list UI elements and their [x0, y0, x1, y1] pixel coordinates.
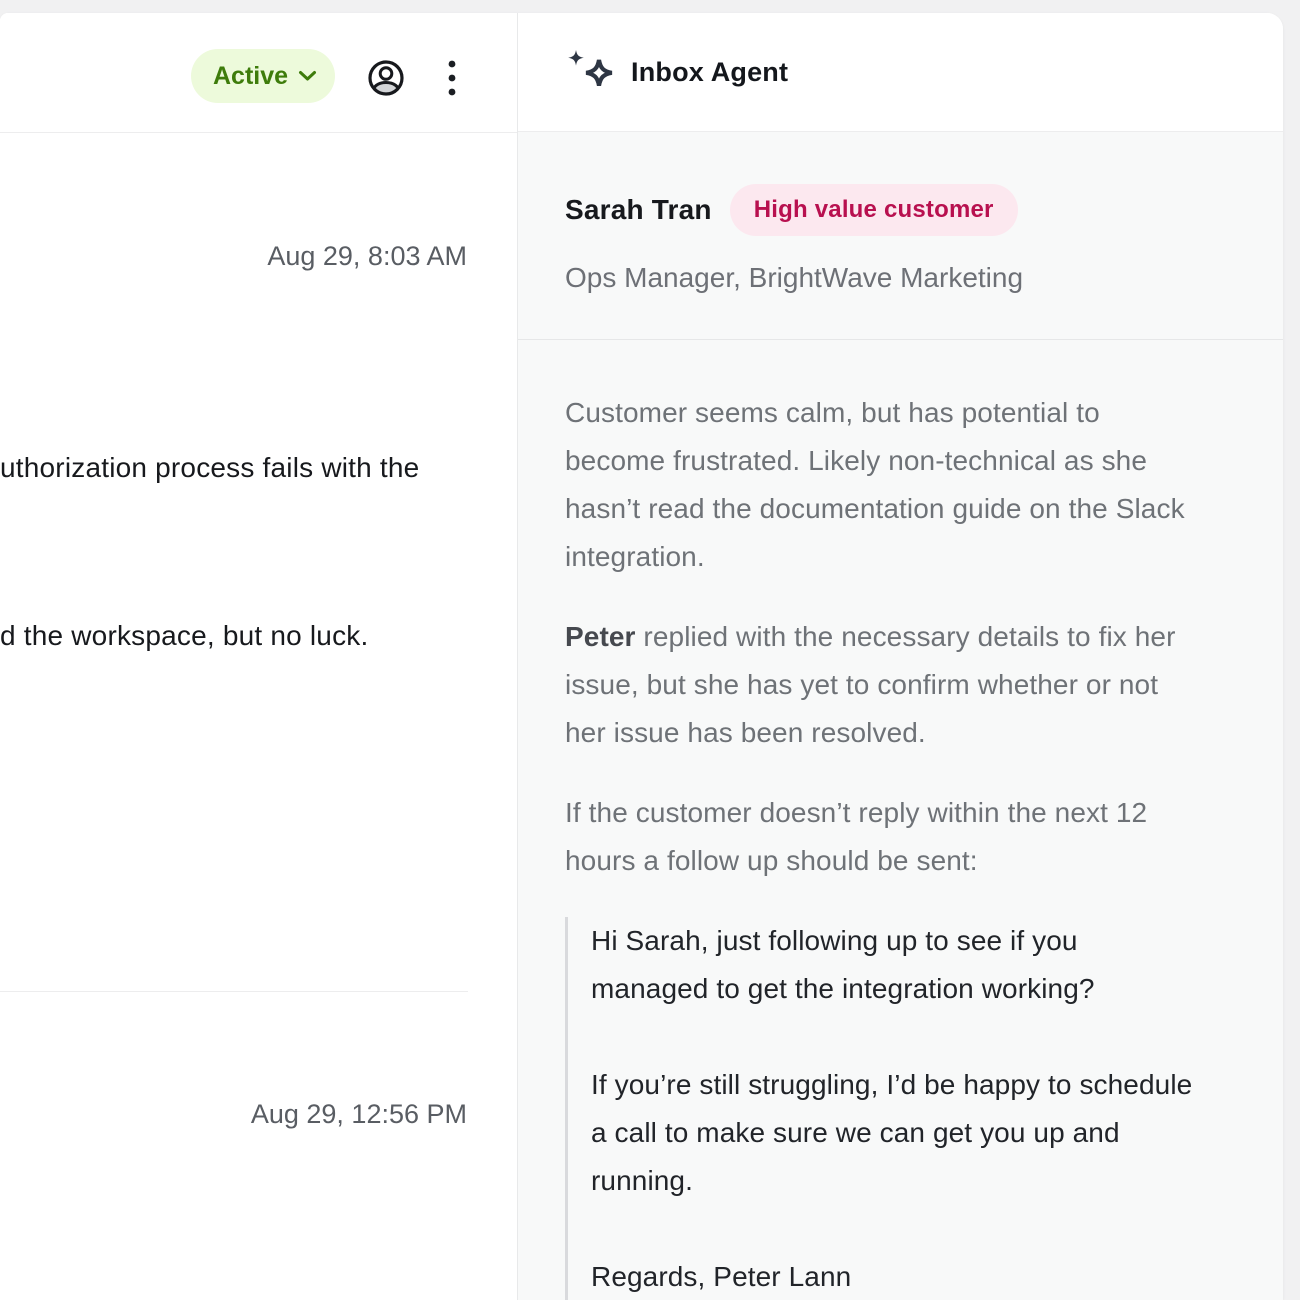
- assignee-avatar-button[interactable]: [362, 54, 410, 102]
- customer-badge-label: High value customer: [753, 196, 994, 223]
- message-timestamp: Aug 29, 12:56 PM: [250, 1099, 467, 1129]
- analysis-paragraph: [565, 389, 1265, 581]
- quote-paragraph: [591, 1253, 1265, 1300]
- quote-line: Regards, Peter Lann: [591, 1261, 852, 1292]
- agent-panel-title: Inbox Agent: [631, 56, 789, 87]
- analysis-paragraph: [565, 613, 1265, 757]
- workspace-card: [0, 13, 1283, 1300]
- analysis-paragraph: [565, 789, 1265, 885]
- quote-line: If you’re still struggling, I’d be happy to schedule: [591, 1069, 1193, 1100]
- section-divider: [517, 339, 1283, 340]
- quote-line: managed to get the integration working?: [591, 973, 1095, 1004]
- customer-summary: [565, 184, 1018, 236]
- analysis-line: issue, but she has yet to confirm whether or not: [565, 669, 1159, 700]
- kebab-menu-icon: [447, 59, 457, 97]
- conversation-panel: [0, 13, 517, 1300]
- suggested-reply-quote: [565, 917, 1265, 1300]
- quote-paragraph: [591, 1061, 1265, 1205]
- customer-role: Ops Manager, BrightWave Marketing: [565, 262, 1024, 293]
- chevron-down-icon: [298, 70, 317, 82]
- inbox-agent-panel: [517, 13, 1283, 1300]
- agent-name-bold: Peter: [565, 621, 636, 652]
- email-body-line: uthorization process fails with the: [0, 452, 420, 483]
- analysis-line: become frustrated. Likely non-technical as she: [565, 445, 1148, 476]
- analysis-line: Customer seems calm, but has potential to: [565, 397, 1100, 428]
- analysis-line: hours a follow up should be sent:: [565, 845, 978, 876]
- agent-header: [517, 13, 1283, 132]
- message-timestamp: Aug 29, 8:03 AM: [267, 241, 467, 271]
- customer-name: Sarah Tran: [565, 194, 712, 225]
- quote-line: a call to make sure we can get you up and: [591, 1117, 1120, 1148]
- more-options-button[interactable]: [436, 54, 468, 102]
- quote-line: running.: [591, 1165, 693, 1196]
- message-divider: [0, 991, 468, 992]
- analysis-line: her issue has been resolved.: [565, 717, 926, 748]
- analysis-line: integration.: [565, 541, 705, 572]
- agent-analysis: [565, 389, 1265, 1300]
- conversation-header: [0, 13, 517, 133]
- analysis-line: hasn’t read the documentation guide on the Slack: [565, 493, 1185, 524]
- sparkles-icon: [563, 43, 615, 101]
- analysis-line: [565, 613, 1265, 661]
- quote-paragraph: [591, 917, 1265, 1013]
- user-avatar-icon: [364, 56, 408, 100]
- status-label: Active: [213, 61, 289, 90]
- status-dropdown[interactable]: [191, 49, 335, 103]
- analysis-line: If the customer doesn’t reply within the next 12: [565, 797, 1148, 828]
- panel-divider: [517, 13, 518, 1300]
- quote-line: Hi Sarah, just following up to see if you: [591, 925, 1078, 956]
- customer-badge: [730, 184, 1018, 236]
- email-body-line: d the workspace, but no luck.: [0, 620, 369, 651]
- analysis-line-rest: replied with the necessary details to fix her: [635, 621, 1176, 652]
